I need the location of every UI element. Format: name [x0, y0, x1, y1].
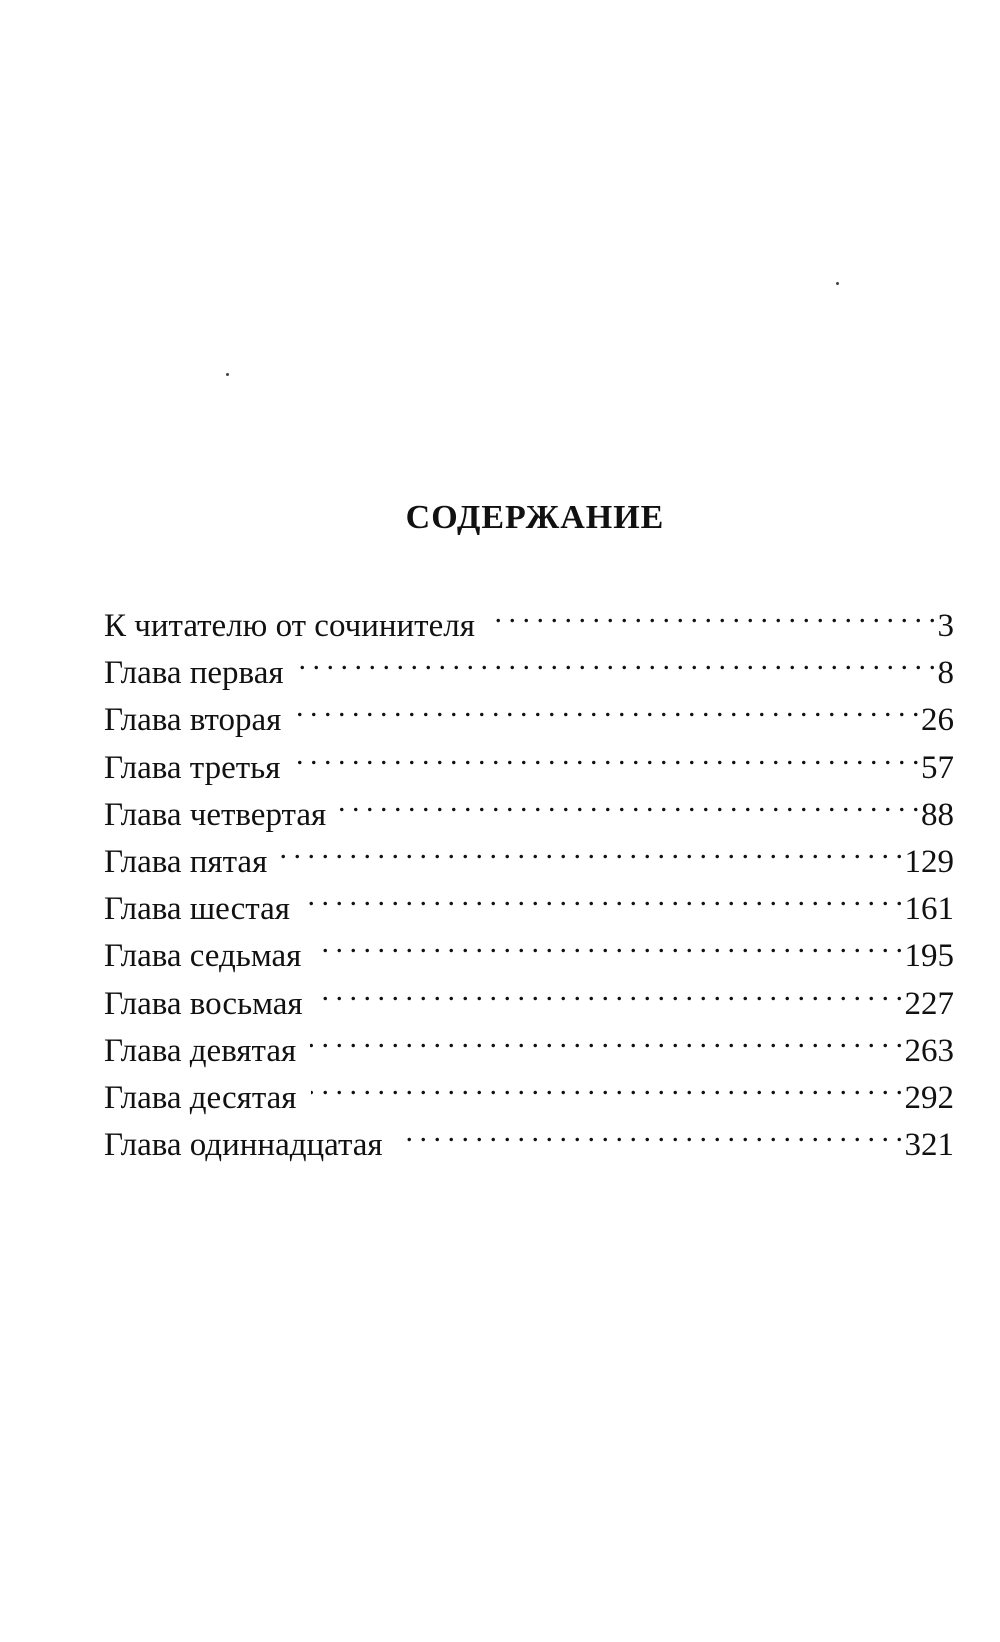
dot-leader	[295, 683, 919, 730]
toc-entry-title: Глава десятая	[104, 1079, 297, 1116]
toc-entry-title: Глава пятая	[104, 843, 268, 880]
dot-leader	[310, 1014, 902, 1061]
dot-leader	[281, 825, 902, 872]
toc-entry-title: Глава третья	[104, 749, 281, 786]
toc-entry-title: Глава восьмая	[104, 985, 303, 1022]
dot-leader	[317, 967, 903, 1014]
toc-entry-page: 292	[904, 1079, 954, 1116]
toc-entry-title: К читателю от сочинителя	[104, 608, 475, 644]
toc-entry-page: 26	[921, 702, 954, 739]
toc-entry-page: 88	[921, 796, 954, 833]
toc-entry-page: 195	[904, 938, 954, 975]
print-speck	[836, 282, 839, 285]
dot-leader	[397, 1108, 903, 1155]
toc-entry-page: 321	[904, 1127, 954, 1164]
toc-entry-page: 3	[937, 608, 954, 644]
dot-leader	[315, 919, 902, 966]
toc-entry	[104, 589, 954, 644]
toc-entry-page: 8	[937, 655, 954, 692]
toc-entry-title: Глава вторая	[104, 702, 282, 739]
toc-list	[104, 589, 954, 1164]
dot-leader	[304, 872, 903, 919]
toc-entry-page: 161	[904, 891, 954, 928]
toc-entry-page: 227	[904, 985, 954, 1022]
toc-entry-title: Глава девятая	[104, 1032, 297, 1069]
toc-title: СОДЕРЖАНИЕ	[405, 499, 665, 536]
dot-leader	[340, 778, 919, 825]
dot-leader	[298, 636, 936, 683]
dot-leader	[311, 1061, 903, 1108]
toc-entry-title: Глава одиннадцатая	[104, 1127, 383, 1164]
toc-entry-title: Глава четвертая	[104, 796, 327, 833]
toc-entry-title: Глава седьмая	[104, 938, 302, 975]
dot-leader	[294, 731, 919, 778]
toc-entry-title: Глава шестая	[104, 891, 290, 928]
print-speck	[226, 373, 229, 376]
toc-entry-page: 57	[921, 749, 954, 786]
toc-entry-title: Глава первая	[104, 655, 284, 692]
toc-entry-page: 129	[904, 843, 954, 880]
dot-leader	[489, 589, 936, 636]
toc-entry-page: 263	[904, 1032, 954, 1069]
